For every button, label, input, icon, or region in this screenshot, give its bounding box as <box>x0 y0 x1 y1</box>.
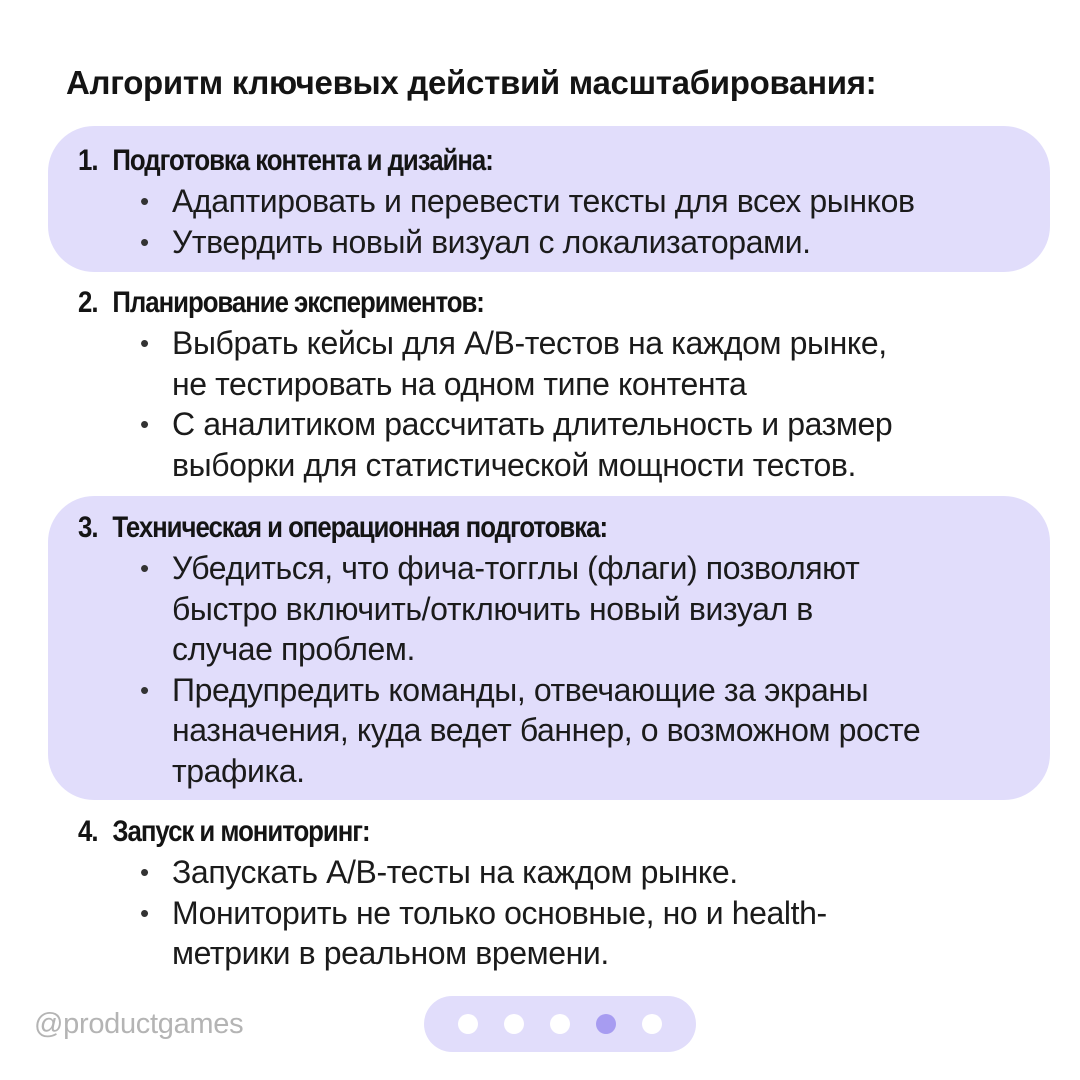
bullet-line: • С аналитиком рассчитать длительность и размер <box>172 406 893 442</box>
bullet-line: • Выбрать кейсы для A/B-тестов на каждом рынке, <box>172 325 887 361</box>
bullet-list <box>78 181 1038 262</box>
pagination-dot[interactable] <box>642 1014 662 1034</box>
bullet-item <box>78 852 1038 893</box>
pagination-dot-active[interactable] <box>596 1014 616 1034</box>
bullet-item <box>78 548 1038 670</box>
section-heading <box>78 508 904 548</box>
bullet-line: выборки для статистической мощности тестов. <box>172 446 856 483</box>
bullet-list <box>78 323 1038 485</box>
bullet-item <box>78 323 1038 404</box>
page-title: Алгоритм ключевых действий масштабирования: <box>66 64 877 101</box>
pagination-dot[interactable] <box>458 1014 478 1034</box>
section-2 <box>78 283 1038 485</box>
pagination-dot[interactable] <box>550 1014 570 1034</box>
section-number: 4. <box>78 815 98 848</box>
section-heading-text: Планирование экспериментов: <box>112 286 484 319</box>
bullet-line: трафика. <box>172 752 305 789</box>
bullet-list <box>78 548 1038 791</box>
section-1 <box>78 141 1038 262</box>
bullet-line: быстро включить/отключить новый визуал в <box>172 590 813 627</box>
bullet-line: • Убедиться, что фича-тогглы (флаги) позволяют <box>172 550 860 586</box>
section-3 <box>78 508 1038 791</box>
section-4 <box>78 812 1038 974</box>
bullet-list <box>78 852 1038 974</box>
bullet-line: назначения, куда ведет баннер, о возможном росте <box>172 712 921 748</box>
section-number: 3. <box>78 511 98 544</box>
bullet-line: случае проблем. <box>172 631 416 667</box>
bullet-line: не тестировать на одном типе контента <box>172 365 747 402</box>
author-handle: @productgames <box>34 1008 244 1040</box>
bullet-line: метрики в реальном времени. <box>172 935 609 971</box>
section-heading-text: Подготовка контента и дизайна: <box>112 144 493 177</box>
section-heading <box>78 141 904 181</box>
bullet-line: • Утвердить новый визуал с локализаторами. <box>172 223 811 260</box>
section-number: 1. <box>78 144 98 177</box>
bullet-item <box>78 893 1038 974</box>
section-heading-text: Запуск и мониторинг: <box>112 815 370 848</box>
bullet-item <box>78 670 1038 792</box>
section-heading <box>78 812 904 852</box>
section-heading-text: Техническая и операционная подготовка: <box>112 511 608 544</box>
bullet-line: • Мониторить не только основные, но и health- <box>172 894 827 931</box>
bullet-line: • Предупредить команды, отвечающие за экраны <box>172 671 869 708</box>
bullet-line: • Запускать A/B-тесты на каждом рынке. <box>172 854 738 890</box>
bullet-item <box>78 181 1038 222</box>
bullet-line: • Адаптировать и перевести тексты для всех рынков <box>172 183 915 219</box>
pagination-dot[interactable] <box>504 1014 524 1034</box>
bullet-item <box>78 222 1038 263</box>
bullet-item <box>78 404 1038 485</box>
pagination-indicator[interactable] <box>424 996 696 1052</box>
section-heading <box>78 283 904 323</box>
section-number: 2. <box>78 286 98 319</box>
